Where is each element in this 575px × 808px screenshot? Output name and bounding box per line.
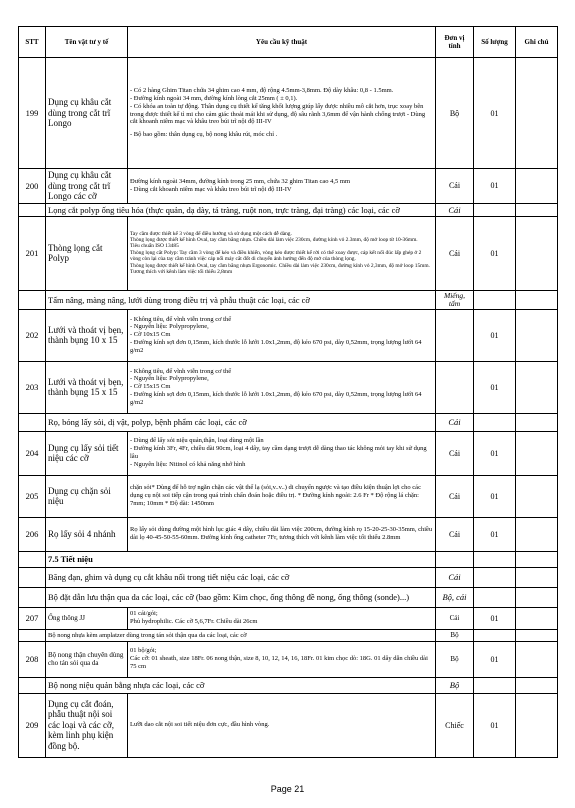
table-row [19,475,558,517]
row-spec [128,361,436,413]
group-note [516,567,558,587]
group-title: Rọ, bóng lấy sỏi, dị vật, polyp, bệnh phẩm các loại, các cỡ [46,413,436,431]
row-stt: 204 [19,431,46,475]
spec-line: Thòng lọng cắt Polyp: Tay cầm 3 vòng để kéo và điều khiển, vòng kéo được thiết kế rời có thể xoay được, cáp kết nối đúc lấp ghép ở 2 vòng còn lại của tay cầm tránh việc cáp nối máy cắt đốt di chuyển ảnh hưởng đến độ mở của thòng lọng. [130,249,422,263]
row-spec [128,693,436,757]
group-note [516,203,558,216]
row-name: Lưới và thoát vị bẹn, thành bụng 15 x 15 [46,361,128,413]
group-unit: Cái [436,413,474,431]
table-row [19,58,558,169]
row-name: Dụng cụ lấy sỏi tiết niệu các cỡ [46,431,128,475]
row-stt: 207 [19,607,46,629]
row-note [516,475,558,517]
row-stt: 199 [19,58,46,169]
spec-line: 01 bộ/gói; [130,647,157,655]
row-spec [128,475,436,517]
group-qty [474,587,516,607]
spec-line: Tiêu chuẩn ISO 13485 [130,243,179,250]
spec-line: - Bộ bao gồm: thân dụng cụ, bộ nong khâu rút, móc chỉ . [130,131,278,139]
spec-line: Tay cầm được thiết kế 3 vòng để điều hướng và sử dụng một cách dễ dàng. [130,230,292,237]
spec-line: - Đường kính sợi đơn 0,15mm, kích thước lỗ lưới 1.0x1,2mm, độ kéo 670 psi, dày 0,52mm, trọng lượng lưới 64 g/m2 [130,390,422,406]
row-qty: 01 [474,517,516,551]
spec-line: - Cỡ 10x15 Cm [130,331,171,339]
spec-line: - Đường kính ngoài 34 mm, đường kính lòng cắt 25mm ( ± 0,1). [130,94,298,102]
row-qty: 01 [474,216,516,290]
spec-line: - Dùng để lấy sỏi niệu quản,thận, loại dùng một lần [130,437,264,445]
table-row [19,693,558,757]
row-stt: 203 [19,361,46,413]
group-note [516,413,558,431]
table-row [19,361,558,413]
group-title: Bộ đặt dẫn lưu thận qua da các loại, các cỡ (bao gồm: Kim chọc, ống thông đề nong, ống thông (sonde)...) [46,587,436,607]
group-note [516,629,558,641]
row-stt: 205 [19,475,46,517]
row-spec [128,216,436,290]
table-row [19,431,558,475]
group-stt [19,413,46,431]
row-name: Lưới và thoát vị bẹn, thành bụng 10 x 15 [46,309,128,361]
row-name: Bộ nong thận chuyên dùng cho tán sỏi qua da [46,641,128,677]
group-title: Bộ nong niệu quản bằng nhựa các loại, các cỡ [46,677,436,693]
row-qty: 01 [474,607,516,629]
spec-line: Các cỡ: 01 sheath, size 18Fr. 06 nong thận, size 8, 10, 12, 14, 16, 18Fr. 01 kim chọc dò: 18G. 01 dây dẫn chiều dài 75 cm [130,655,428,670]
table-row [19,216,558,290]
row-note [516,58,558,169]
header-unit: Đơn vị tính [436,27,474,58]
header-qty: Số lượng [474,27,516,58]
page-number: Page 21 [270,784,305,794]
spec-line: - Đường kính sợi đơn 0,15mm, kích thước lỗ lưới 1.0x1,2mm, độ kéo 670 psi, dày 0,52mm, trọng lượng lưới 64 g/m2 [130,338,422,354]
row-unit: Chiếc [436,693,474,757]
spec-line: - Có 2 hàng Ghim Titan chứa 34 ghim cao 4 mm, độ rộng 4.5mm-3,8mm. Độ dày khâu: 0,8 - 1.5mm. [130,87,394,95]
row-stt: 202 [19,309,46,361]
row-unit: Bộ [436,641,474,677]
row-note [516,431,558,475]
row-name: Dụng cụ khâu cắt dùng trong cắt trĩ Longo [46,58,128,169]
row-spec [128,641,436,677]
row-qty: 01 [474,169,516,204]
row-name: Thòng lọng cắt Polyp [46,216,128,290]
group-qty [474,290,516,309]
table-header-row [19,27,558,58]
section-unit [436,551,474,567]
group-stt [19,587,46,607]
group-qty [474,203,516,216]
row-spec [128,169,436,204]
row-name: Dụng cụ chặn sỏi niệu [46,475,128,517]
row-name: Dụng cụ khâu cắt dùng trong cắt trĩ Longo các cỡ [46,169,128,204]
group-stt [19,203,46,216]
group-row [19,629,558,641]
section-note [516,551,558,567]
spec-line: Phủ hydrophilic. Các cỡ 5,6,7Fr. Chiều dài 26cm [130,618,258,625]
row-stt: 200 [19,169,46,204]
row-unit: Cái [436,607,474,629]
header-name: Tên vật tư y tế [46,27,128,58]
spec-line: Rọ lấy sỏi dùng đường một hình lục giác 4 dây, chiều dài làm việc 200cm, đường kính rọ 15-20-25-30-35mm, chiều dài lọ 40-45-50-55-60mm. Đường kính ống catheter 7Fr, tương thích với kênh làm việc tối thiểu 2.8mm [130,526,433,541]
section-qty [474,551,516,567]
row-note [516,309,558,361]
group-title: Bộ nong nhựa kèm amplatzer dùng trong tán sỏi thận qua da các loại, các cỡ [46,629,436,641]
row-qty: 01 [474,693,516,757]
row-unit: Cái [436,517,474,551]
document-page [18,26,557,758]
row-spec [128,58,436,169]
row-unit: Cái [436,431,474,475]
group-row [19,587,558,607]
group-note [516,587,558,607]
row-qty: 01 [474,475,516,517]
row-unit: Bộ [436,58,474,169]
spec-line: - Không tiêu, để vĩnh viễn trong cơ thể [130,367,232,375]
table-row [19,517,558,551]
group-unit: Bộ [436,677,474,693]
group-stt [19,629,46,641]
group-row [19,203,558,216]
row-qty: 01 [474,431,516,475]
header-spec: Yêu cầu kỹ thuật [128,27,436,58]
spec-line: chặn sỏi* Dùng để hỗ trợ ngăn chặn các vật thể lạ (sỏi,v..v..) di chuyển ngược và tạo điều kiện thuận lợi cho các dụng cụ nội soi tiếp cận trong quá trình chẩn đoán hoặc điều trị. * Đường kính ngoài: 2.6 Fr * Độ rộng lá chặn: 7mm; 10mm * Độ dài: 1450mm [130,484,421,507]
spec-line: - Có khóa an toàn tự động. Thân dụng cụ thiết kế tăng khối lượng giúp lấy được nhiều mô cắt hơn, trục xoay bên trong được thiết kế tì mi cho cảm giác thoải mái khi sử dụng, độ sâu rãnh 3,6mm để vận hành chống trượt - Dùng cắt khoanh niêm mạc và khâu treo búi trĩ nội độ III-IV [130,102,426,126]
group-unit: Miếng, tấm [436,290,474,309]
row-stt: 208 [19,641,46,677]
group-unit: Cái [436,203,474,216]
group-stt [19,290,46,309]
row-name: Dụng cụ cắt đoán, phẫu thuật nội soi các loại và các cỡ, kèm linh phụ kiện đồng bộ. [46,693,128,757]
row-note [516,517,558,551]
header-stt: STT [19,27,46,58]
row-note [516,361,558,413]
group-title: Tấm nâng, màng nâng, lưới dùng trong điều trị và phẫu thuật các loại, các cỡ [46,290,436,309]
group-unit: Cái [436,567,474,587]
row-note [516,641,558,677]
row-note [516,693,558,757]
table-row [19,641,558,677]
row-qty: 01 [474,309,516,361]
spec-line: 01 cái/gói; [130,610,158,618]
header-note: Ghi chú [516,27,558,58]
group-qty [474,629,516,641]
spec-line: Lưỡi dao cắt nội soi tiết niệu đơn cực, đầu hình vòng. [130,721,270,729]
row-qty: 01 [474,361,516,413]
table-row [19,607,558,629]
spec-line: - Đường kính 3Fr, 4Fr, chiều dài 90cm, loại 4 dây, tay cầm dạng trượt dễ dàng thao tác không mỏi tay khi sử dụng lâu [130,445,427,460]
row-unit [436,361,474,413]
row-stt: 209 [19,693,46,757]
spec-line: - Nguyên liệu: Polypropylene, [130,375,209,383]
equipment-table [18,26,558,758]
row-qty: 01 [474,641,516,677]
row-stt: 206 [19,517,46,551]
row-spec [128,607,436,629]
row-spec [128,309,436,361]
table-row [19,309,558,361]
group-unit: Bộ [436,629,474,641]
table-row [19,169,558,204]
row-note [516,169,558,204]
section-stt [19,551,46,567]
row-name: Ống thông JJ [46,607,128,629]
group-unit: Bộ, cái [436,587,474,607]
spec-line: - Nguyên liệu: Polypropylene, [130,323,209,331]
group-qty [474,413,516,431]
spec-line: Đường kính ngoài 34mm, đường kính trong 25 mm, chứa 32 ghim Titan cao 4,5 mm [130,177,351,185]
row-unit: Cái [436,475,474,517]
section-title: 7.5 Tiết niệu [46,551,436,567]
row-unit [436,309,474,361]
group-row [19,290,558,309]
row-name: Rọ lấy sỏi 4 nhánh [46,517,128,551]
row-qty: 01 [474,58,516,169]
spec-line: - Dùng cắt khoanh niêm mạc và khâu treo búi trĩ nội độ III-IV [130,185,292,193]
group-note [516,677,558,693]
row-spec [128,431,436,475]
group-title: Băng đạn, ghim và dụng cụ cắt khâu nối trong tiết niệu các loại, các cỡ [46,567,436,587]
group-qty [474,677,516,693]
section-row [19,551,558,567]
row-unit: Cái [436,169,474,204]
group-stt [19,677,46,693]
group-note [516,290,558,309]
row-note [516,216,558,290]
group-qty [474,567,516,587]
spec-line: - Nguyên liệu: Nitinol có khả năng nhớ hình [130,460,246,468]
spec-line: - Không tiêu, để vĩnh viễn trong cơ thể [130,315,232,323]
row-note [516,607,558,629]
group-title: Lọng cắt polyp ống tiêu hóa (thực quản, dạ dày, tá tràng, ruột non, trực tràng, đại tràng) các loại, các cỡ [46,203,436,216]
group-stt [19,567,46,587]
group-row [19,413,558,431]
spec-line: Thòng lọng được thiết kế hình Oval, tay cầm bằng nhựa Ergonomic. Chiều dài làm việc 230cm, đường kính vỏ 2,3mm, độ mở loop 15mm. Tương thích với kênh làm việc tối thiểu 2,8mm [130,262,430,276]
row-stt: 201 [19,216,46,290]
spec-line: - Cỡ 15x15 Cm [130,383,171,391]
spec-line: Thòng lọng được thiết kế hình Oval, tay cầm bằng nhựa. Chiều dài làm việc 230cm, đường kính vỏ 2.3mm, độ mở loop từ 10-36mm. [130,236,418,243]
row-spec [128,517,436,551]
group-row [19,567,558,587]
row-unit: Cái [436,216,474,290]
group-row [19,677,558,693]
